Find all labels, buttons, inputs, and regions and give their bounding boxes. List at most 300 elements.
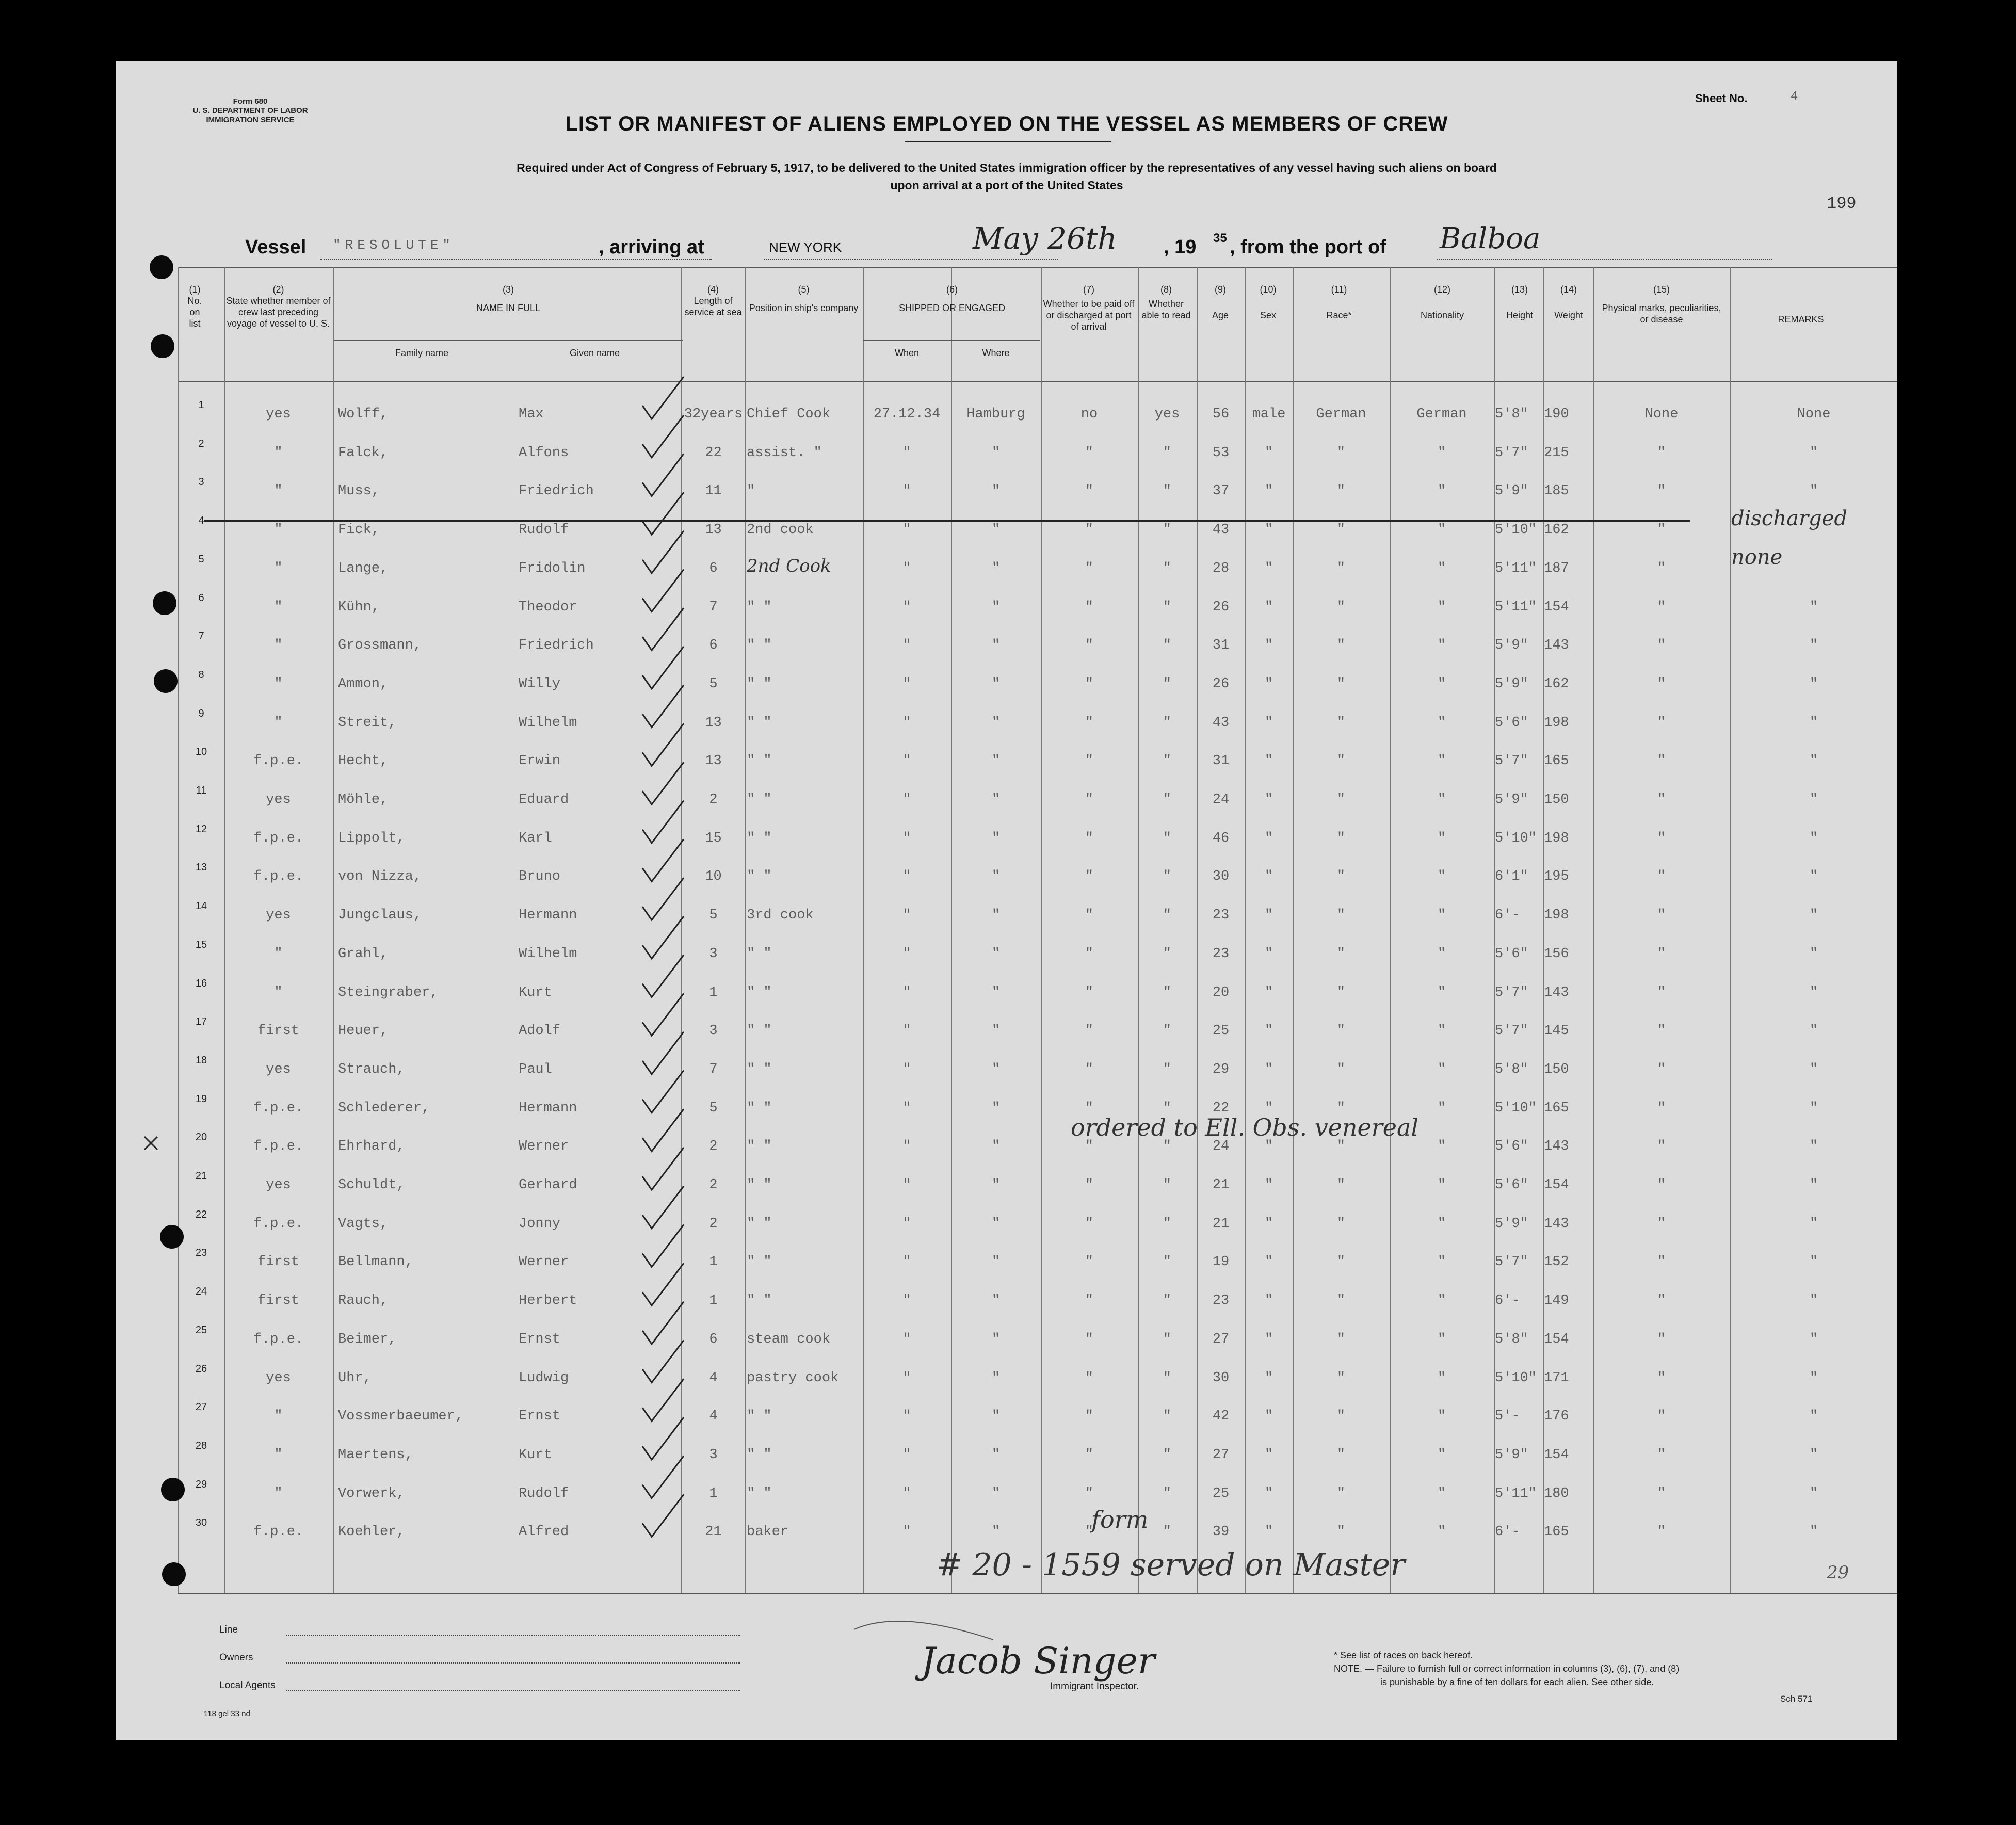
check-mark bbox=[642, 1341, 684, 1383]
year-suffix: 35 bbox=[1213, 231, 1227, 245]
previous-voyage: " bbox=[274, 445, 283, 461]
shipped-where: " bbox=[991, 599, 1001, 615]
physical-marks: " bbox=[1657, 1370, 1666, 1386]
row-number: 21 bbox=[195, 1170, 207, 1182]
nationality: " bbox=[1437, 1524, 1446, 1540]
height: 6'- bbox=[1495, 1293, 1520, 1309]
col1-title: No. on list bbox=[187, 296, 202, 329]
form-number: Form 680 bbox=[233, 97, 268, 106]
paid-off: " bbox=[1085, 522, 1094, 538]
age: 39 bbox=[1212, 1524, 1230, 1540]
age: 24 bbox=[1212, 1139, 1230, 1155]
remarks: " bbox=[1809, 1254, 1818, 1270]
position: assist. " bbox=[747, 445, 822, 461]
able-to-read: " bbox=[1163, 1216, 1172, 1232]
row-number: 2 bbox=[198, 438, 204, 449]
height: 5'11" bbox=[1495, 1485, 1537, 1501]
shipped-when: " bbox=[902, 792, 911, 807]
paid-off: " bbox=[1085, 830, 1094, 846]
sex: " bbox=[1264, 1061, 1273, 1077]
shipped-where: " bbox=[991, 946, 1001, 962]
sheet-number: 4 bbox=[1791, 90, 1798, 104]
height: 5'9" bbox=[1495, 792, 1528, 807]
remarks: " bbox=[1809, 830, 1818, 846]
weight: 185 bbox=[1544, 483, 1569, 499]
col11-number: (11) bbox=[1331, 284, 1347, 295]
paid-off: " bbox=[1085, 560, 1094, 576]
col6-title: SHIPPED OR ENGAGED bbox=[898, 303, 1006, 313]
physical-marks: " bbox=[1657, 522, 1666, 538]
age: 25 bbox=[1212, 1485, 1230, 1501]
height: 5'7" bbox=[1495, 1254, 1528, 1270]
physical-marks: " bbox=[1657, 753, 1666, 769]
service-length: 1 bbox=[709, 1254, 718, 1270]
sex: " bbox=[1264, 1524, 1273, 1540]
shipped-when: " bbox=[902, 1254, 911, 1270]
given-name: Jonny bbox=[519, 1216, 561, 1232]
col5-number: (5) bbox=[798, 284, 810, 295]
height: 5'8" bbox=[1495, 1331, 1528, 1347]
able-to-read: " bbox=[1163, 1100, 1172, 1116]
weight: 162 bbox=[1544, 676, 1569, 692]
family-name: Fick, bbox=[338, 522, 380, 538]
able-to-read: " bbox=[1163, 599, 1172, 615]
previous-voyage: yes bbox=[266, 1061, 291, 1077]
shipped-where: " bbox=[991, 1061, 1001, 1077]
given-name: Wilhelm bbox=[519, 946, 577, 962]
age: 27 bbox=[1212, 1447, 1230, 1463]
shipped-where: " bbox=[991, 1293, 1001, 1309]
nationality: " bbox=[1437, 1370, 1446, 1386]
weight: 154 bbox=[1544, 1331, 1569, 1347]
line-label: Line bbox=[219, 1624, 238, 1635]
given-name: Alfons bbox=[519, 445, 569, 461]
shipped-when: " bbox=[902, 599, 911, 615]
family-name: Möhle, bbox=[338, 792, 389, 807]
check-mark bbox=[642, 723, 684, 766]
paid-off: " bbox=[1085, 1023, 1094, 1039]
punch-hole bbox=[153, 591, 176, 615]
col3-number: (3) bbox=[503, 284, 514, 295]
race: " bbox=[1336, 1524, 1346, 1540]
sex: " bbox=[1264, 1447, 1273, 1463]
previous-voyage: first bbox=[257, 1023, 299, 1039]
height: 5'10" bbox=[1495, 830, 1537, 846]
agents-label: Local Agents bbox=[219, 1680, 276, 1691]
family-name: Koehler, bbox=[338, 1524, 405, 1540]
race: " bbox=[1336, 1100, 1346, 1116]
given-name: Theodor bbox=[519, 599, 577, 615]
previous-voyage: f.p.e. bbox=[253, 1524, 304, 1540]
family-name: Hecht, bbox=[338, 753, 389, 769]
col7-number: (7) bbox=[1083, 284, 1094, 295]
physical-marks: " bbox=[1657, 1524, 1666, 1540]
race: " bbox=[1336, 984, 1346, 1000]
remarks: None bbox=[1797, 407, 1831, 422]
able-to-read: " bbox=[1163, 638, 1172, 654]
previous-voyage: first bbox=[257, 1293, 299, 1309]
family-name: Lange, bbox=[338, 560, 389, 576]
page-title: LIST OR MANIFEST OF ALIENS EMPLOYED ON THE VESSEL AS MEMBERS OF CREW bbox=[565, 112, 1448, 135]
height: 5'9" bbox=[1495, 1216, 1528, 1232]
family-name: Uhr, bbox=[338, 1370, 372, 1386]
service-length: 2 bbox=[709, 1216, 718, 1232]
physical-marks: " bbox=[1657, 908, 1666, 924]
physical-marks: " bbox=[1657, 715, 1666, 731]
weight: 198 bbox=[1544, 830, 1569, 846]
remarks: " bbox=[1809, 599, 1818, 615]
form-annotation-1: form bbox=[1091, 1506, 1149, 1533]
row-number: 14 bbox=[195, 900, 207, 912]
height: 6'- bbox=[1495, 908, 1520, 924]
weight: 215 bbox=[1544, 445, 1569, 461]
weight: 156 bbox=[1544, 946, 1569, 962]
races-note: * See list of races on back hereof. bbox=[1334, 1650, 1473, 1660]
shipped-when: " bbox=[902, 830, 911, 846]
given-name: Eduard bbox=[519, 792, 569, 807]
position: " " bbox=[747, 753, 772, 769]
able-to-read: " bbox=[1163, 753, 1172, 769]
race: " bbox=[1336, 1409, 1346, 1425]
age: 29 bbox=[1212, 1061, 1230, 1077]
paid-off: " bbox=[1085, 1409, 1094, 1425]
physical-marks: " bbox=[1657, 1216, 1666, 1232]
able-to-read: " bbox=[1163, 830, 1172, 846]
physical-marks: " bbox=[1657, 946, 1666, 962]
agents-field bbox=[286, 1690, 740, 1691]
previous-voyage: f.p.e. bbox=[253, 1216, 304, 1232]
given-name: Herbert bbox=[519, 1293, 577, 1309]
stamped-page-number: 199 bbox=[1827, 194, 1857, 213]
weight: 198 bbox=[1544, 908, 1569, 924]
previous-voyage: " bbox=[274, 676, 283, 692]
remarks: " bbox=[1809, 715, 1818, 731]
punch-hole bbox=[162, 1562, 186, 1586]
nationality: " bbox=[1437, 908, 1446, 924]
nationality: " bbox=[1437, 715, 1446, 731]
shipped-when: " bbox=[902, 638, 911, 654]
previous-voyage: f.p.e. bbox=[253, 830, 304, 846]
remarks: " bbox=[1809, 1061, 1818, 1077]
sex: " bbox=[1264, 483, 1273, 499]
position: " " bbox=[747, 638, 772, 654]
paid-off: " bbox=[1085, 1293, 1094, 1309]
from-port-label: , from the port of bbox=[1230, 236, 1386, 258]
able-to-read: " bbox=[1163, 1254, 1172, 1270]
position: " " bbox=[747, 869, 772, 885]
given-name: Bruno bbox=[519, 869, 561, 885]
sex: " bbox=[1264, 1254, 1273, 1270]
family-name: Maertens, bbox=[338, 1447, 413, 1463]
col2-number: (2) bbox=[272, 284, 284, 295]
paid-off: " bbox=[1085, 869, 1094, 885]
row-number: 5 bbox=[198, 553, 204, 565]
weight: 143 bbox=[1544, 638, 1569, 654]
race: " bbox=[1336, 1139, 1346, 1155]
given-name: Max bbox=[519, 407, 544, 422]
race: " bbox=[1336, 638, 1346, 654]
race: " bbox=[1336, 946, 1346, 962]
check-mark bbox=[642, 531, 684, 573]
weight: 152 bbox=[1544, 1254, 1569, 1270]
check-mark bbox=[642, 1417, 684, 1460]
nationality: " bbox=[1437, 1293, 1446, 1309]
service-length: 6 bbox=[709, 560, 718, 576]
schedule-number: Sch 571 bbox=[1780, 1694, 1813, 1704]
sex: " bbox=[1264, 1216, 1273, 1232]
race: " bbox=[1336, 753, 1346, 769]
age: 53 bbox=[1212, 445, 1230, 461]
check-mark bbox=[642, 415, 684, 458]
previous-voyage: f.p.e. bbox=[253, 1139, 304, 1155]
physical-marks: " bbox=[1657, 676, 1666, 692]
punch-hole bbox=[160, 1225, 184, 1249]
inspector-signature: Jacob Singer bbox=[921, 1640, 1155, 1682]
position: 3rd cook bbox=[747, 908, 814, 924]
race: German bbox=[1316, 407, 1366, 422]
shipped-when: " bbox=[902, 1023, 911, 1039]
previous-voyage: " bbox=[274, 1409, 283, 1425]
nationality: " bbox=[1437, 1409, 1446, 1425]
service-length: 1 bbox=[709, 1485, 718, 1501]
height: 5'10" bbox=[1495, 522, 1537, 538]
service-length: 3 bbox=[709, 946, 718, 962]
small-code: 118 gel 33 nd bbox=[204, 1709, 250, 1718]
shipped-when: " bbox=[902, 753, 911, 769]
remarks: " bbox=[1809, 638, 1818, 654]
col3-given-header: Given name bbox=[569, 348, 620, 358]
col12-title: Nationality bbox=[1420, 310, 1464, 320]
check-mark bbox=[642, 1186, 684, 1229]
paid-off: " bbox=[1085, 1447, 1094, 1463]
vessel-label: Vessel bbox=[245, 236, 307, 258]
col13-number: (13) bbox=[1511, 284, 1528, 295]
shipped-where: " bbox=[991, 1331, 1001, 1347]
owners-label: Owners bbox=[219, 1652, 253, 1663]
shipped-when: " bbox=[902, 1061, 911, 1077]
nationality: " bbox=[1437, 830, 1446, 846]
sex: " bbox=[1264, 753, 1273, 769]
shipped-when: " bbox=[902, 908, 911, 924]
shipped-where: " bbox=[991, 483, 1001, 499]
age: 19 bbox=[1212, 1254, 1230, 1270]
service-length: 3 bbox=[709, 1447, 718, 1463]
race: " bbox=[1336, 830, 1346, 846]
col15-title: Physical marks, peculiarities, or disease bbox=[1602, 303, 1721, 325]
position: pastry cook bbox=[747, 1370, 839, 1386]
family-name: Schuldt, bbox=[338, 1177, 405, 1193]
weight: 149 bbox=[1544, 1293, 1569, 1309]
paid-off: " bbox=[1085, 599, 1094, 615]
row-number: 24 bbox=[195, 1286, 207, 1298]
col10-title: Sex bbox=[1260, 310, 1277, 320]
row-number: 10 bbox=[195, 746, 207, 758]
shipped-where: " bbox=[991, 869, 1001, 885]
height: 5'7" bbox=[1495, 753, 1528, 769]
given-name: Hermann bbox=[519, 1100, 577, 1116]
height: 5'6" bbox=[1495, 1177, 1528, 1193]
able-to-read: " bbox=[1163, 445, 1172, 461]
sex: " bbox=[1264, 1485, 1273, 1501]
position: " " bbox=[747, 1216, 772, 1232]
signature-line bbox=[854, 1621, 993, 1640]
age: 26 bbox=[1212, 599, 1230, 615]
shipped-when: " bbox=[902, 483, 911, 499]
remarks: " bbox=[1809, 1023, 1818, 1039]
service-length: 3 bbox=[709, 1023, 718, 1039]
sex: " bbox=[1264, 1177, 1273, 1193]
col6-number: (6) bbox=[946, 284, 958, 295]
col9-number: (9) bbox=[1215, 284, 1226, 295]
given-name: Kurt bbox=[519, 984, 552, 1000]
age: 42 bbox=[1212, 1409, 1230, 1425]
col12-number: (12) bbox=[1433, 284, 1450, 295]
nationality: " bbox=[1437, 638, 1446, 654]
col6-where-header: Where bbox=[982, 348, 1010, 358]
height: 5'10" bbox=[1495, 1370, 1537, 1386]
height: 5'6" bbox=[1495, 1139, 1528, 1155]
shipped-when: " bbox=[902, 1447, 911, 1463]
age: 23 bbox=[1212, 1293, 1230, 1309]
subtitle-line-1: Required under Act of Congress of February 5, 1917, to be delivered to the United States immigration officer by the representatives of any vessel having such aliens on board bbox=[517, 161, 1497, 174]
shipped-when: " bbox=[902, 522, 911, 538]
sex: " bbox=[1264, 599, 1273, 615]
row-number: 9 bbox=[198, 707, 204, 719]
col8-title: Whether able to read bbox=[1141, 299, 1191, 320]
physical-marks: " bbox=[1657, 1061, 1666, 1077]
age: 21 bbox=[1212, 1177, 1230, 1193]
paid-off: " bbox=[1085, 1177, 1094, 1193]
check-mark bbox=[642, 1379, 684, 1421]
sex: " bbox=[1264, 1331, 1273, 1347]
given-name: Adolf bbox=[519, 1023, 561, 1039]
nationality: " bbox=[1437, 1216, 1446, 1232]
given-name: Hermann bbox=[519, 908, 577, 924]
line-field bbox=[286, 1635, 740, 1636]
row-number: 4 bbox=[198, 515, 204, 527]
x-mark bbox=[144, 1137, 157, 1150]
sex: " bbox=[1264, 1139, 1273, 1155]
shipped-when: " bbox=[902, 984, 911, 1000]
nationality: " bbox=[1437, 1023, 1446, 1039]
arriving-label: , arriving at bbox=[599, 236, 704, 258]
nationality: " bbox=[1437, 1139, 1446, 1155]
position: Chief Cook bbox=[747, 407, 831, 422]
sex: " bbox=[1264, 1293, 1273, 1309]
shipped-when: " bbox=[902, 1331, 911, 1347]
corner-tally: 29 bbox=[1827, 1562, 1849, 1583]
previous-voyage: " bbox=[274, 984, 283, 1000]
given-name: Werner bbox=[519, 1254, 569, 1270]
remarks: discharged bbox=[1731, 507, 1847, 531]
height: 5'7" bbox=[1495, 445, 1528, 461]
weight: 187 bbox=[1544, 560, 1569, 576]
family-name: Vorwerk, bbox=[338, 1485, 405, 1501]
family-name: von Nizza, bbox=[338, 869, 422, 885]
position: " bbox=[747, 483, 755, 499]
remarks: " bbox=[1809, 1293, 1818, 1309]
previous-voyage: f.p.e. bbox=[253, 1100, 304, 1116]
physical-marks: " bbox=[1657, 1409, 1666, 1425]
height: 5'- bbox=[1495, 1409, 1520, 1425]
given-name: Werner bbox=[519, 1139, 569, 1155]
position: " " bbox=[747, 1485, 772, 1501]
race: " bbox=[1336, 522, 1346, 538]
sex: " bbox=[1264, 984, 1273, 1000]
physical-marks: " bbox=[1657, 1023, 1666, 1039]
physical-marks: " bbox=[1657, 445, 1666, 461]
row-number: 7 bbox=[198, 631, 204, 642]
able-to-read: " bbox=[1163, 1485, 1172, 1501]
physical-marks: " bbox=[1657, 1447, 1666, 1463]
check-mark bbox=[642, 839, 684, 881]
previous-voyage: " bbox=[274, 483, 283, 499]
race: " bbox=[1336, 1370, 1346, 1386]
shipped-when: " bbox=[902, 1485, 911, 1501]
weight: 154 bbox=[1544, 1177, 1569, 1193]
col13-title: Height bbox=[1506, 310, 1534, 320]
service-length: 6 bbox=[709, 638, 718, 654]
sex: " bbox=[1264, 638, 1273, 654]
check-mark bbox=[642, 454, 684, 496]
position: " " bbox=[747, 1447, 772, 1463]
sex: male bbox=[1252, 407, 1286, 422]
age: 22 bbox=[1212, 1100, 1230, 1116]
check-mark bbox=[642, 377, 684, 419]
col9-title: Age bbox=[1212, 310, 1229, 320]
check-mark bbox=[642, 1494, 684, 1537]
col1-number: (1) bbox=[189, 284, 201, 295]
remarks: " bbox=[1809, 1370, 1818, 1386]
nationality: " bbox=[1437, 946, 1446, 962]
service-length: 32years bbox=[684, 407, 743, 422]
paid-off: " bbox=[1085, 1139, 1094, 1155]
sex: " bbox=[1264, 830, 1273, 846]
shipped-when: " bbox=[902, 946, 911, 962]
penalty-note-1: NOTE. — Failure to furnish full or correct information in columns (3), (6), (7), and (8) bbox=[1334, 1664, 1680, 1674]
given-name: Friedrich bbox=[519, 638, 594, 654]
shipped-where: Hamburg bbox=[966, 407, 1025, 422]
sex: " bbox=[1264, 676, 1273, 692]
family-name: Steingraber, bbox=[338, 984, 439, 1000]
form-annotation-2: # 20 - 1559 served on Master bbox=[937, 1547, 1405, 1583]
paid-off: " bbox=[1085, 445, 1094, 461]
shipped-where: " bbox=[991, 1524, 1001, 1540]
check-mark bbox=[642, 1032, 684, 1074]
col10-number: (10) bbox=[1260, 284, 1277, 295]
remarks: " bbox=[1809, 792, 1818, 807]
previous-voyage: " bbox=[274, 946, 283, 962]
physical-marks: " bbox=[1657, 1331, 1666, 1347]
sex: " bbox=[1264, 1100, 1273, 1116]
able-to-read: " bbox=[1163, 1524, 1172, 1540]
nationality: " bbox=[1437, 984, 1446, 1000]
nationality: " bbox=[1437, 483, 1446, 499]
shipped-when: " bbox=[902, 445, 911, 461]
age: 30 bbox=[1212, 1370, 1230, 1386]
weight: 198 bbox=[1544, 715, 1569, 731]
service-length: 4 bbox=[709, 1409, 718, 1425]
physical-marks: " bbox=[1657, 1293, 1666, 1309]
service-length: 21 bbox=[705, 1524, 722, 1540]
race: " bbox=[1336, 1485, 1346, 1501]
given-name: Fridolin bbox=[519, 560, 586, 576]
weight: 143 bbox=[1544, 984, 1569, 1000]
service-length: 6 bbox=[709, 1331, 718, 1347]
given-name: Kurt bbox=[519, 1447, 552, 1463]
row20-annotation: ordered to Ell. Obs. venereal bbox=[1071, 1113, 1419, 1141]
previous-voyage: yes bbox=[266, 1177, 291, 1193]
